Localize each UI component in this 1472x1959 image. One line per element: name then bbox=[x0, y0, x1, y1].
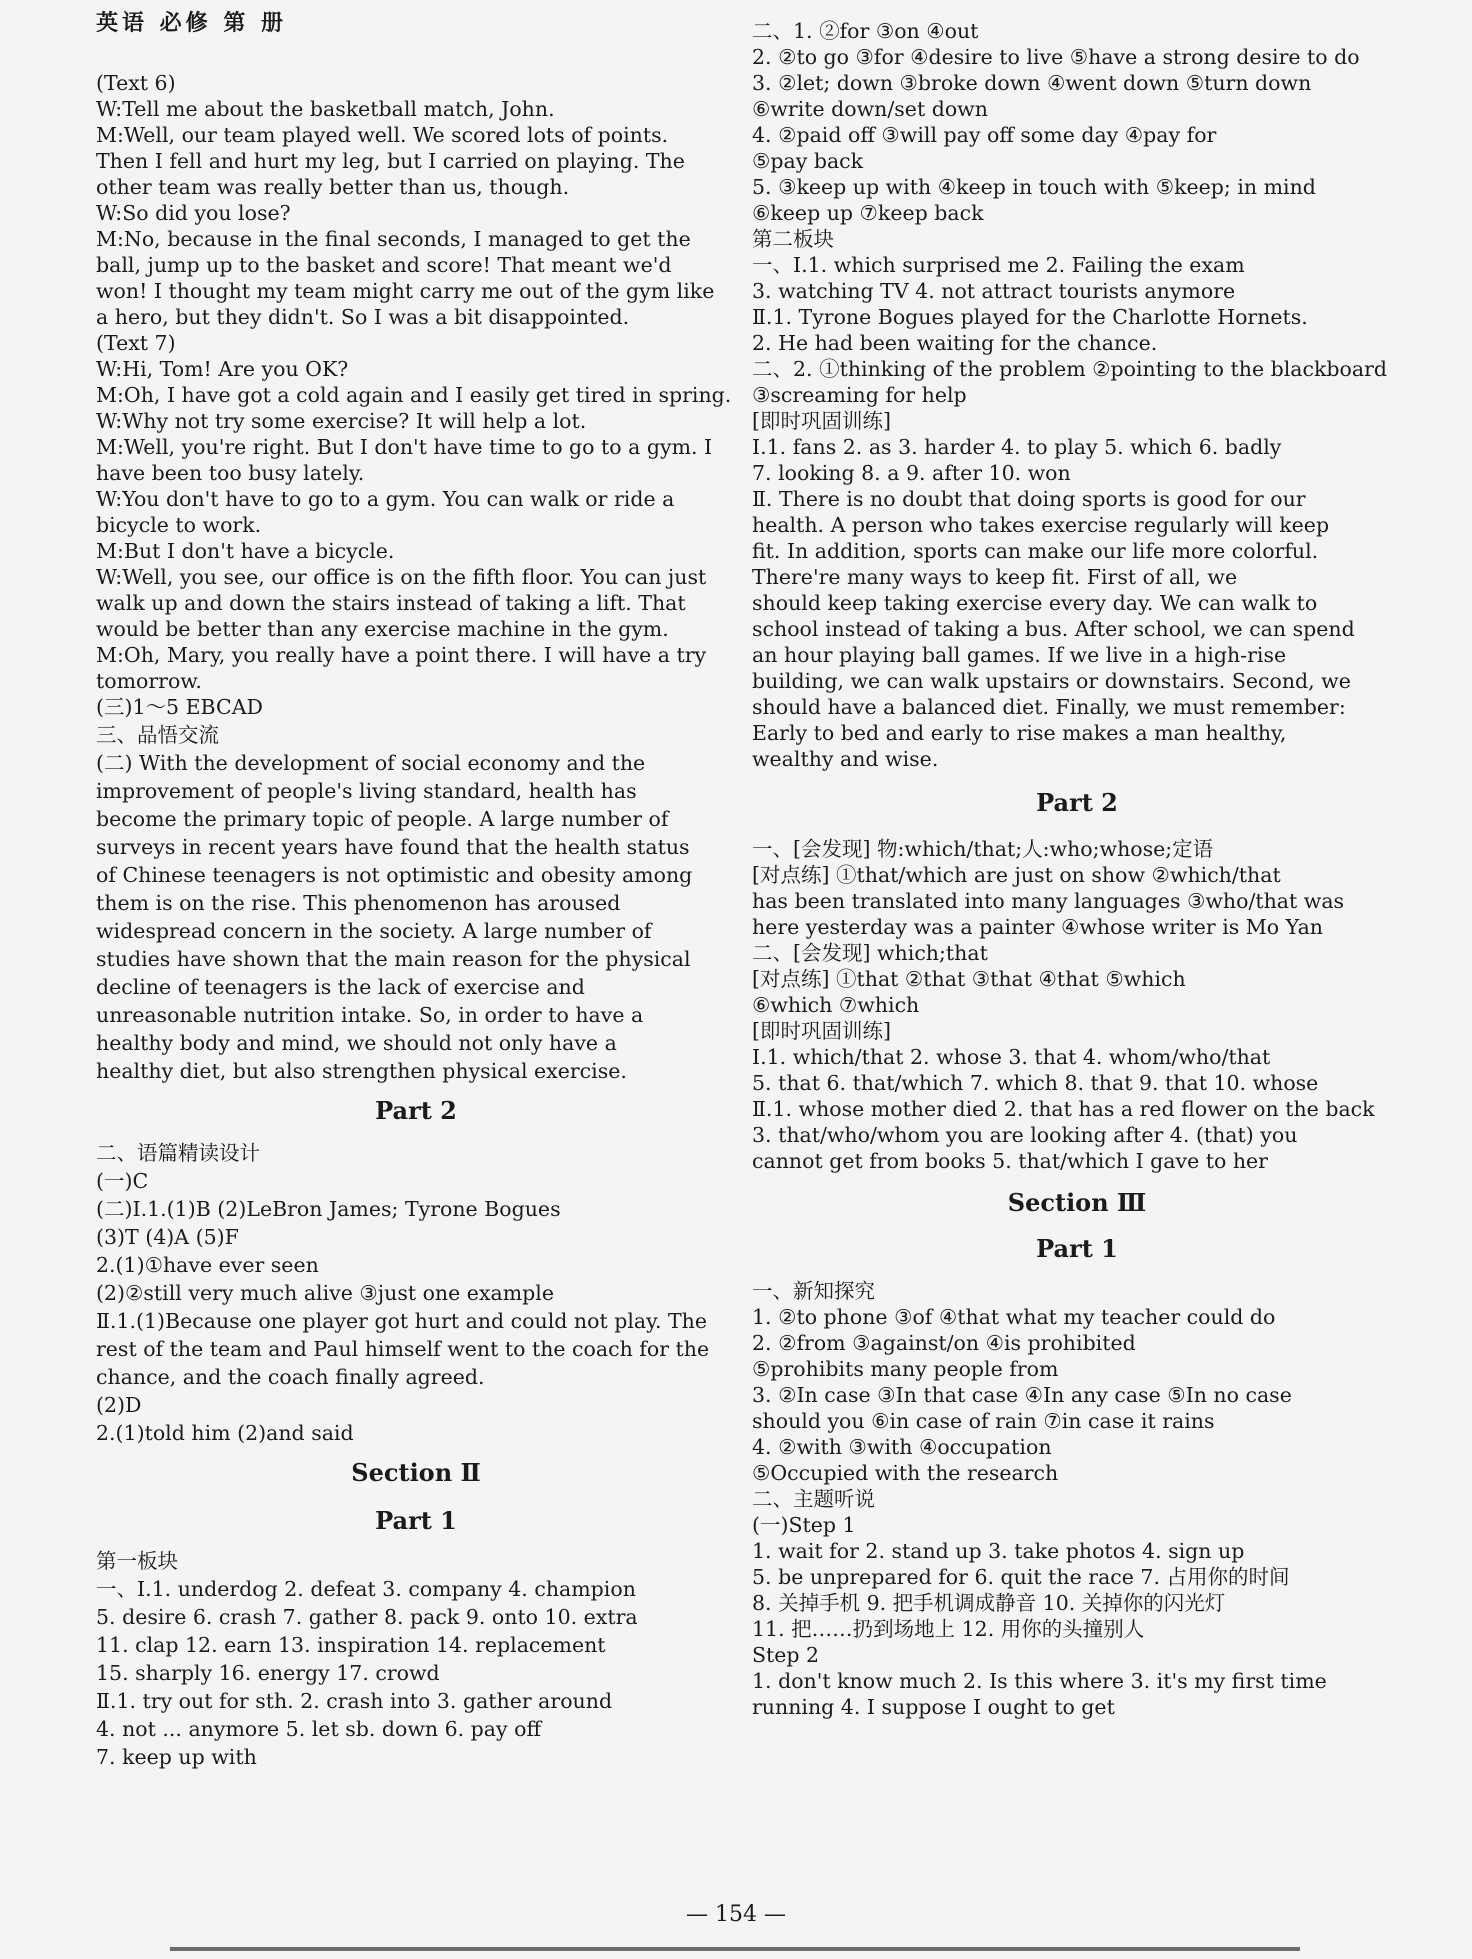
left-line: Ⅱ.1.(1)Because one player got hurt and could not play. The bbox=[96, 1309, 708, 1333]
right-line: school instead of taking a bus. After school, we can spend bbox=[752, 617, 1355, 641]
right-line: Ⅱ.1. whose mother died 2. that has a red flower on the back bbox=[752, 1097, 1375, 1121]
right-line: 2. ②to go ③for ④desire to live ⑤have a strong desire to do bbox=[752, 45, 1360, 69]
left-line: (2)②still very much alive ③just one example bbox=[96, 1281, 554, 1305]
right-line: 5. be unprepared for 6. quit the race 7. 占用你的时间 bbox=[752, 1565, 1290, 1589]
right-line: an hour playing ball games. If we live in a high-rise bbox=[752, 643, 1287, 667]
left-line: M:No, because in the final seconds, I managed to get the bbox=[96, 227, 691, 251]
left-line: (Text 6) bbox=[96, 71, 176, 95]
left-line: 2.(1)told him (2)and said bbox=[96, 1421, 354, 1445]
left-line: 5. desire 6. crash 7. gather 8. pack 9. onto 10. extra bbox=[96, 1605, 638, 1629]
left-line: M:Well, our team played well. We scored lots of points. bbox=[96, 123, 669, 147]
left-line: 二、语篇精读设计 bbox=[96, 1141, 260, 1165]
right-line: 1. ②to phone ③of ④that what my teacher could do bbox=[752, 1305, 1276, 1329]
left-line: of Chinese teenagers is not optimistic and obesity among bbox=[96, 863, 693, 887]
right-line: health. A person who takes exercise regularly will keep bbox=[752, 513, 1330, 537]
left-line: (三)1～5 EBCAD bbox=[96, 695, 263, 719]
left-line: healthy diet, but also strengthen physical exercise. bbox=[96, 1059, 627, 1083]
right-line: 8. 关掉手机 9. 把手机调成静音 10. 关掉你的闪光灯 bbox=[752, 1591, 1226, 1615]
right-line: 3. ②let; down ③broke down ④went down ⑤turn down bbox=[752, 71, 1312, 95]
right-line: running 4. I suppose I ought to get bbox=[752, 1695, 1115, 1719]
right-line: [即时巩固训练] bbox=[752, 1019, 891, 1043]
right-line: 11. 把……扔到场地上 12. 用你的头撞别人 bbox=[752, 1617, 1145, 1641]
left-line: (Text 7) bbox=[96, 331, 176, 355]
left-line: Ⅱ.1. try out for sth. 2. crash into 3. gather around bbox=[96, 1689, 613, 1713]
left-line: (3)T (4)A (5)F bbox=[96, 1225, 239, 1249]
left-line: W:Hi, Tom! Are you OK? bbox=[96, 357, 349, 381]
left-line: W:Why not try some exercise? It will help a lot. bbox=[96, 409, 587, 433]
right-line: Early to bed and early to rise makes a man healthy, bbox=[752, 721, 1287, 745]
right-line: 3. watching TV 4. not attract tourists anymore bbox=[752, 279, 1236, 303]
left-line: ball, jump up to the basket and score! That meant we'd bbox=[96, 253, 672, 277]
left-line: 7. keep up with bbox=[96, 1745, 257, 1769]
left-line: tomorrow. bbox=[96, 669, 202, 693]
left-line: Then I fell and hurt my leg, but I carried on playing. The bbox=[96, 149, 685, 173]
left-line: W:So did you lose? bbox=[96, 201, 291, 225]
right-line: should have a balanced diet. Finally, we must remember: bbox=[752, 695, 1346, 719]
right-line: 二、[会发现] which;that bbox=[752, 941, 988, 965]
right-line: 一、[会发现] 物:which/that;人:who;whose;定语 bbox=[752, 837, 1214, 861]
right-line: 一、新知探究 bbox=[752, 1279, 875, 1303]
left-line: bicycle to work. bbox=[96, 513, 262, 537]
right-line: has been translated into many languages ③who/that was bbox=[752, 889, 1345, 913]
left-line: M:Oh, I have got a cold again and I easily get tired in spring. bbox=[96, 383, 732, 407]
right-line: 1. don't know much 2. Is this where 3. it's my first time bbox=[752, 1669, 1327, 1693]
right-line: 4. ②paid off ③will pay off some day ④pay for bbox=[752, 123, 1217, 147]
left-line: Part 1 bbox=[375, 1506, 457, 1535]
page-number: — 154 — bbox=[686, 1902, 786, 1927]
right-line: [即时巩固训练] bbox=[752, 409, 891, 433]
right-line: ⑤Occupied with the research bbox=[752, 1461, 1059, 1485]
right-line: Section Ⅲ bbox=[1007, 1188, 1147, 1217]
right-line: ⑥write down/set down bbox=[752, 97, 988, 121]
left-line: W:You don't have to go to a gym. You can walk or ride a bbox=[96, 487, 675, 511]
left-line: 15. sharply 16. energy 17. crowd bbox=[96, 1661, 440, 1685]
left-line: chance, and the coach finally agreed. bbox=[96, 1365, 485, 1389]
right-line: Ⅰ.1. fans 2. as 3. harder 4. to play 5. which 6. badly bbox=[752, 435, 1282, 459]
right-line: [对点练] ①that ②that ③that ④that ⑤which bbox=[752, 967, 1186, 991]
right-line: fit. In addition, sports can make our life more colorful. bbox=[752, 539, 1319, 563]
right-line: 5. ③keep up with ④keep in touch with ⑤keep; in mind bbox=[752, 175, 1316, 199]
right-line: Part 2 bbox=[1036, 788, 1118, 817]
left-line: Part 2 bbox=[375, 1096, 457, 1125]
right-line: ③screaming for help bbox=[752, 383, 967, 407]
right-line: 7. looking 8. a 9. after 10. won bbox=[752, 461, 1071, 485]
left-line: walk up and down the stairs instead of taking a lift. That bbox=[96, 591, 686, 615]
right-line: 4. ②with ③with ④occupation bbox=[752, 1435, 1052, 1459]
right-line: Ⅱ. There is no doubt that doing sports is good for our bbox=[752, 487, 1306, 511]
running-header: 英语 必修 第 册 bbox=[96, 11, 287, 36]
left-line: 第一板块 bbox=[96, 1549, 178, 1573]
right-line: 1. wait for 2. stand up 3. take photos 4. sign up bbox=[752, 1539, 1245, 1563]
left-line: M:But I don't have a bicycle. bbox=[96, 539, 395, 563]
right-line: [对点练] ①that/which are just on show ②which/that bbox=[752, 863, 1281, 887]
left-line: healthy body and mind, we should not only have a bbox=[96, 1031, 617, 1055]
left-line: M:Oh, Mary, you really have a point there. I will have a try bbox=[96, 643, 707, 667]
left-line: (2)D bbox=[96, 1393, 142, 1417]
bottom-rule bbox=[170, 1947, 1300, 1951]
right-line: 第二板块 bbox=[752, 227, 834, 251]
left-line: other team was really better than us, though. bbox=[96, 175, 570, 199]
left-line: studies have shown that the main reason for the physical bbox=[96, 947, 691, 971]
right-line: ⑤pay back bbox=[752, 149, 864, 173]
left-line: W:Tell me about the basketball match, John. bbox=[96, 97, 555, 121]
left-line: surveys in recent years have found that the health status bbox=[96, 835, 690, 859]
right-line: ⑥keep up ⑦keep back bbox=[752, 201, 984, 225]
right-line: 二、2. ①thinking of the problem ②pointing to the blackboard bbox=[752, 357, 1387, 381]
right-line: should you ⑥in case of rain ⑦in case it rains bbox=[752, 1409, 1215, 1433]
left-line: would be better than any exercise machine in the gym. bbox=[96, 617, 669, 641]
right-line: wealthy and wise. bbox=[752, 747, 939, 771]
right-line: 2. He had been waiting for the chance. bbox=[752, 331, 1158, 355]
right-line: (一)Step 1 bbox=[752, 1513, 856, 1537]
right-line: should keep taking exercise every day. We can walk to bbox=[752, 591, 1318, 615]
right-line: building, we can walk upstairs or downstairs. Second, we bbox=[752, 669, 1351, 693]
right-line: 二、主题听说 bbox=[752, 1487, 875, 1511]
left-line: rest of the team and Paul himself went to the coach for the bbox=[96, 1337, 710, 1361]
left-line: decline of teenagers is the lack of exercise and bbox=[96, 975, 585, 999]
left-line: have been too busy lately. bbox=[96, 461, 365, 485]
left-line: unreasonable nutrition intake. So, in order to have a bbox=[96, 1003, 644, 1027]
right-line: Ⅱ.1. Tyrone Bogues played for the Charlotte Hornets. bbox=[752, 305, 1308, 329]
right-line: There're many ways to keep fit. First of all, we bbox=[752, 565, 1238, 589]
right-line: 3. ②In case ③In that case ④In any case ⑤In no case bbox=[752, 1383, 1292, 1407]
left-line: 一、Ⅰ.1. underdog 2. defeat 3. company 4. champion bbox=[96, 1577, 636, 1601]
right-line: cannot get from books 5. that/which I gave to her bbox=[752, 1149, 1268, 1173]
right-line: here yesterday was a painter ④whose writer is Mo Yan bbox=[752, 915, 1323, 939]
left-line: 三、品悟交流 bbox=[96, 723, 219, 747]
right-line: 一、Ⅰ.1. which surprised me 2. Failing the exam bbox=[752, 253, 1245, 277]
right-line: Part 1 bbox=[1036, 1234, 1118, 1263]
left-line: M:Well, you're right. But I don't have time to go to a gym. I bbox=[96, 435, 713, 459]
left-line: 2.(1)①have ever seen bbox=[96, 1253, 319, 1277]
left-line: 4. not ... anymore 5. let sb. down 6. pay off bbox=[96, 1717, 542, 1741]
left-line: (二) With the development of social economy and the bbox=[96, 751, 646, 775]
right-line: Ⅰ.1. which/that 2. whose 3. that 4. whom/who/that bbox=[752, 1045, 1271, 1069]
left-line: become the primary topic of people. A large number of bbox=[96, 807, 669, 831]
left-line: improvement of people's living standard, health has bbox=[96, 779, 637, 803]
left-line: a hero, but they didn't. So I was a bit disappointed. bbox=[96, 305, 630, 329]
left-line: won! I thought my team might carry me out of the gym like bbox=[96, 279, 715, 303]
right-line: 二、1. ②for ③on ④out bbox=[752, 19, 979, 43]
left-line: them is on the rise. This phenomenon has aroused bbox=[96, 891, 621, 915]
right-line: 2. ②from ③against/on ④is prohibited bbox=[752, 1331, 1136, 1355]
left-line: 11. clap 12. earn 13. inspiration 14. replacement bbox=[96, 1633, 606, 1657]
left-line: widespread concern in the society. A large number of bbox=[96, 919, 652, 943]
left-line: (一)C bbox=[96, 1169, 149, 1193]
left-line: W:Well, you see, our office is on the fifth floor. You can just bbox=[96, 565, 707, 589]
right-line: Step 2 bbox=[752, 1643, 820, 1667]
right-line: ⑤prohibits many people from bbox=[752, 1357, 1059, 1381]
left-line: (二)Ⅰ.1.(1)B (2)LeBron James; Tyrone Bogues bbox=[96, 1197, 561, 1221]
right-line: ⑥which ⑦which bbox=[752, 993, 920, 1017]
left-line: Section Ⅱ bbox=[351, 1458, 481, 1487]
right-line: 5. that 6. that/which 7. which 8. that 9. that 10. whose bbox=[752, 1071, 1319, 1095]
right-line: 3. that/who/whom you are looking after 4. (that) you bbox=[752, 1123, 1298, 1147]
